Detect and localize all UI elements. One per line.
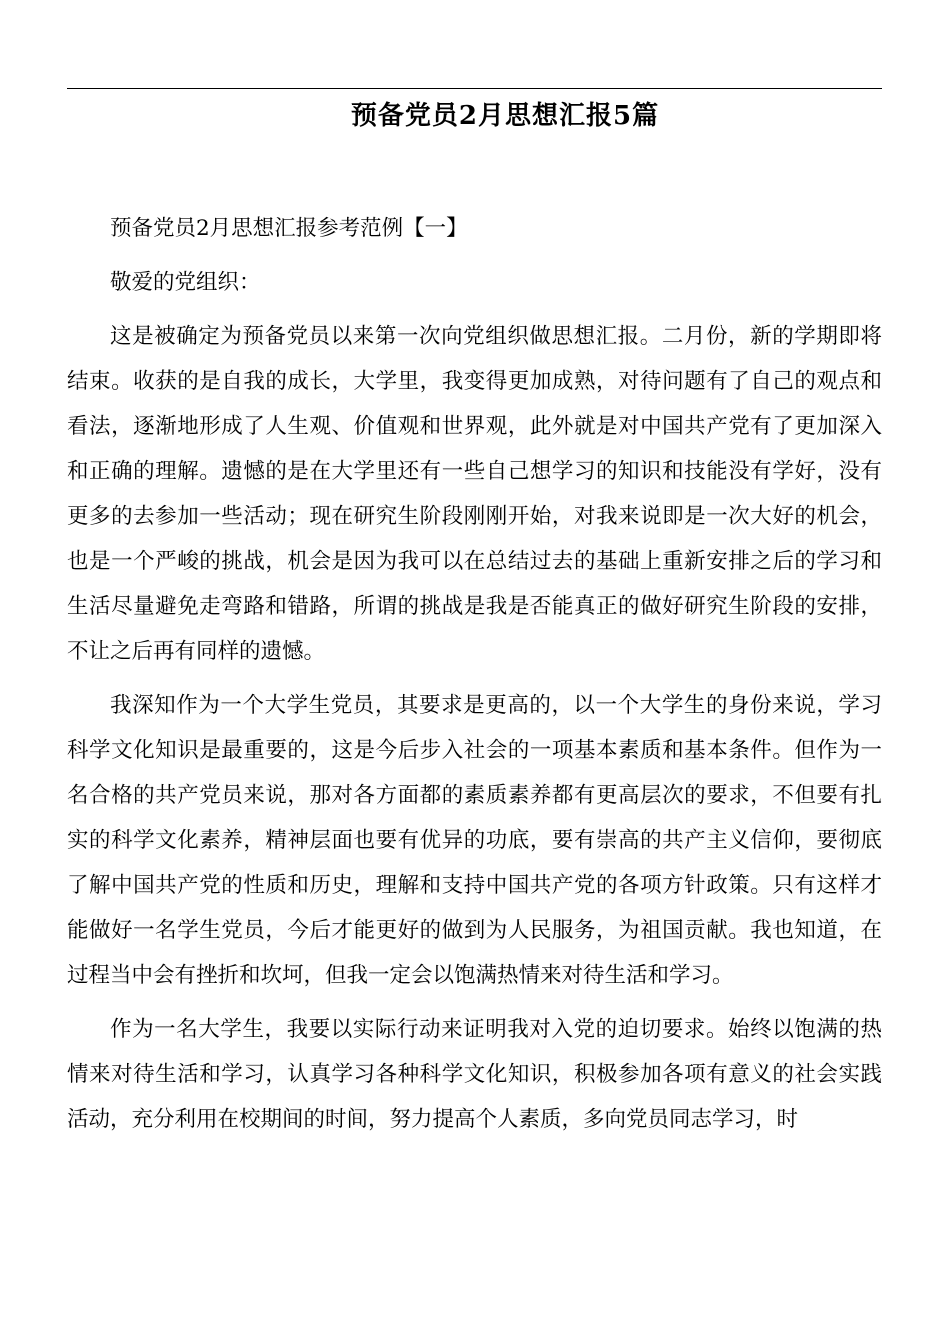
body-paragraph: 作为一名大学生，我要以实际行动来证明我对入党的迫切要求。始终以饱满的热情来对待生活和学习，认真学习各种科学文化知识，积极参加各项有意义的社会实践活动，充分利用在校期间的时间，努力提高个人素质，多向党员同志学习，时 (67, 1017, 882, 1132)
body-paragraph: 我深知作为一个大学生党员，其要求是更高的，以一个大学生的身份来说，学习科学文化知识是最重要的，这是今后步入社会的一项基本素质和基本条件。但作为一名合格的共产党员来说，那对各方面都的素质素养都有更高层次的要求，不但要有扎实的科学文化素养，精神层面也要有优异的功底，要有崇高的共产主义信仰，要彻底了解中国共产党的性质和历史，理解和支持中国共产党的各项方针政策。只有这样才能做好一名学生党员，今后才能更好的做到为人民服务，为祖国贡献。我也知道，在过程当中会有挫折和坎坷，但我一定会以饱满热情来对待生活和学习。 (67, 693, 882, 988)
body-paragraph: 这是被确定为预备党员以来第一次向党组织做思想汇报。二月份，新的学期即将结束。收获的是自我的成长，大学里，我变得更加成熟，对待问题有了自己的观点和看法，逐渐地形成了人生观、价值观和世界观，此外就是对中国共产党有了更加深入和正确的理解。遗憾的是在大学里还有一些自己想学习的知识和技能没有学好，没有更多的去参加一些活动；现在研究生阶段刚刚开始，对我来说即是一次大好的机会，也是一个严峻的挑战，机会是因为我可以在总结过去的基础上重新安排之后的学习和生活尽量避免走弯路和错路，所谓的挑战是我是否能真正的做好研究生阶段的安排，不让之后再有同样的遗憾。 (67, 324, 882, 664)
document-body (67, 206, 882, 1151)
document-title: 预备党员2月思想汇报5篇 (350, 101, 660, 131)
section-heading: 预备党员2月思想汇报参考范例【一】 (110, 216, 468, 241)
salutation: 敬爱的党组织： (110, 270, 261, 295)
header-rule (67, 88, 882, 89)
